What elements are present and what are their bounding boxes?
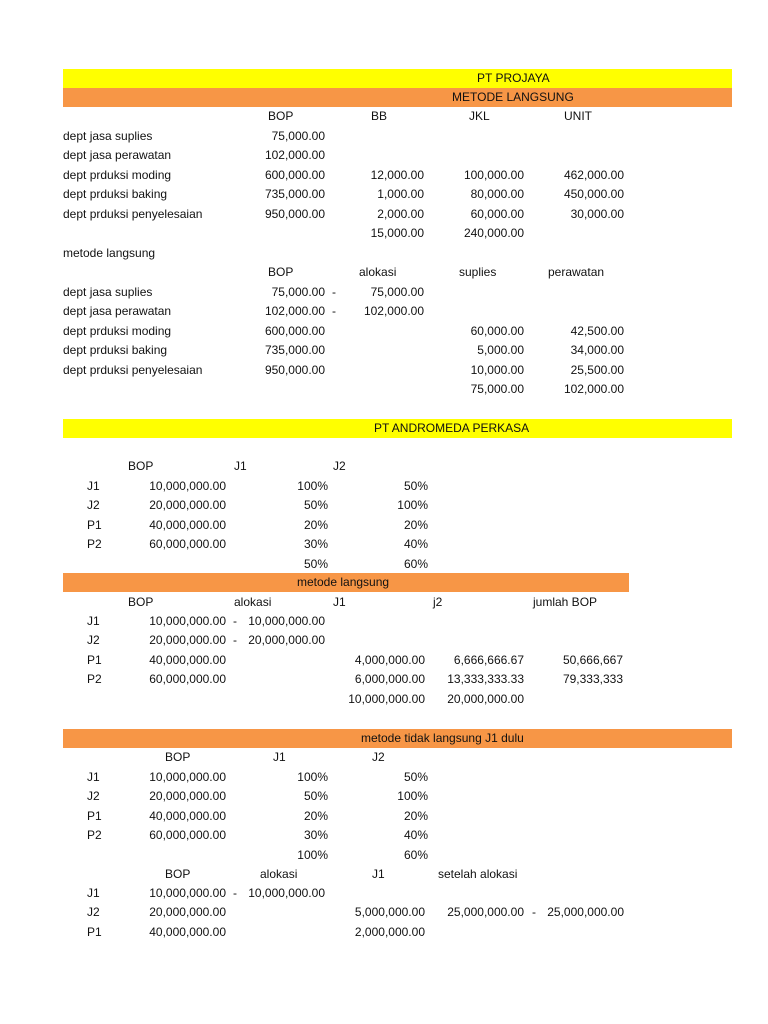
table-cell: 2,000.00	[377, 206, 424, 221]
table-row	[0, 205, 768, 224]
table-cell: 42,500.00	[570, 323, 624, 338]
table-cell: P1	[87, 924, 102, 939]
subtitle-band	[63, 88, 732, 107]
table-row	[0, 380, 768, 399]
table-cell: 50,666,667	[562, 652, 623, 667]
table-row	[0, 768, 768, 787]
table-cell: dept prduksi baking	[63, 343, 168, 358]
table-cell: dept prduksi penyelesaian	[63, 362, 203, 377]
table-cell: 34,000.00	[570, 343, 624, 358]
table-cell: dept jasa suplies	[63, 285, 153, 299]
table-cell: 240,000.00	[463, 226, 524, 240]
table-cell: 20%	[403, 517, 428, 532]
table-cell: 60,000,000.00	[149, 672, 226, 687]
table-row	[0, 477, 768, 496]
table-cell: 10,000,000.00	[248, 614, 325, 628]
table-cell: 40,000,000.00	[149, 808, 226, 823]
table-cell: 75,000.00	[370, 285, 424, 299]
table-cell: 10,000,000.00	[149, 886, 226, 900]
table-cell: J1	[87, 479, 100, 493]
col-header: J1	[273, 750, 286, 764]
table-cell: 20%	[303, 808, 328, 823]
table-cell: 50%	[303, 556, 328, 571]
table-cell: dept jasa perawatan	[63, 304, 172, 319]
table-row	[0, 322, 768, 341]
table-row	[0, 302, 768, 321]
table-cell: 60%	[403, 847, 428, 862]
table-cell: 950,000.00	[264, 206, 325, 221]
table-cell: -	[532, 905, 536, 920]
table-row	[0, 846, 768, 865]
table-row	[0, 127, 768, 146]
table-row	[0, 884, 768, 903]
table-header	[0, 748, 768, 767]
method-band	[63, 729, 732, 748]
table-row	[0, 224, 768, 243]
table-cell: 20,000,000.00	[248, 633, 325, 648]
table-cell: 20,000,000.00	[149, 633, 226, 648]
col-header: alokasi	[359, 265, 397, 279]
table-row	[0, 166, 768, 185]
col-header: UNIT	[564, 109, 592, 123]
table-cell: 20%	[403, 808, 428, 823]
table-cell: J2	[87, 789, 100, 804]
col-header: BOP	[165, 750, 191, 764]
title-band	[63, 419, 732, 438]
col-header: alokasi	[234, 595, 272, 609]
table-cell: 25,000,000.00	[547, 905, 624, 920]
table-cell: 60,000.00	[470, 206, 524, 221]
table-header	[0, 593, 768, 612]
table-header	[0, 457, 768, 476]
table-cell: 30%	[303, 828, 328, 843]
table-cell: 20%	[303, 517, 328, 532]
table-cell: dept jasa suplies	[63, 129, 153, 143]
table-row	[0, 612, 768, 631]
table-cell: dept prduksi moding	[63, 167, 172, 182]
table-cell: 10,000,000.00	[348, 691, 425, 706]
table-cell: 102,000.00	[264, 148, 325, 163]
method-title: metode langsung	[297, 575, 390, 589]
table-cell: 50%	[303, 498, 328, 513]
section-label-row	[0, 244, 768, 263]
table-row	[0, 690, 768, 709]
table-row	[0, 361, 768, 380]
col-header: perawatan	[548, 265, 605, 279]
table-row	[0, 923, 768, 942]
col-header: alokasi	[260, 867, 298, 881]
table-cell: dept jasa perawatan	[63, 148, 172, 163]
table-cell: 12,000.00	[370, 167, 424, 182]
table-cell: P2	[87, 672, 102, 687]
table-cell: 100%	[297, 479, 328, 493]
col-header: J2	[372, 750, 385, 764]
col-header: BOP	[128, 459, 154, 473]
table-cell: P1	[87, 808, 102, 823]
table-cell: 25,000,000.00	[447, 905, 524, 920]
table-cell: 4,000,000.00	[354, 652, 425, 667]
table-row	[0, 826, 768, 845]
table-cell: 950,000.00	[264, 362, 325, 377]
table-cell: 30%	[303, 537, 328, 552]
table-cell: 30,000.00	[570, 206, 624, 221]
col-header: J1	[333, 595, 346, 609]
table-cell: 50%	[403, 770, 428, 784]
table-cell: 50%	[403, 479, 428, 493]
table-cell: 15,000.00	[370, 226, 424, 240]
col-header: jumlah BOP	[533, 595, 598, 609]
table-cell: -	[332, 304, 336, 319]
table-cell: dept prduksi baking	[63, 187, 168, 202]
table-cell: 40,000,000.00	[149, 924, 226, 939]
table-header	[0, 263, 768, 282]
col-header: J1	[372, 867, 385, 881]
col-header: BB	[371, 109, 388, 123]
table-cell: 10,000,000.00	[248, 886, 325, 900]
table-cell: -	[233, 614, 237, 628]
table-row	[0, 631, 768, 650]
table-cell: 6,666,666.67	[453, 652, 524, 667]
table-cell: 102,000.00	[363, 304, 424, 319]
table-row	[0, 787, 768, 806]
table-cell: P1	[87, 652, 102, 667]
method-title: metode tidak langsung J1 dulu	[361, 731, 524, 745]
table-header	[0, 865, 768, 884]
table-row	[0, 341, 768, 360]
table-cell: J2	[87, 498, 100, 513]
table-cell: 100%	[297, 847, 328, 862]
table-cell: 20,000,000.00	[149, 789, 226, 804]
table-cell: 100%	[397, 498, 428, 513]
col-header: BOP	[268, 265, 294, 279]
table-row	[0, 651, 768, 670]
table-cell: J1	[87, 614, 100, 628]
table-cell: 100,000.00	[463, 167, 524, 182]
method-title: METODE LANGSUNG	[452, 90, 574, 104]
table-cell: 735,000.00	[264, 187, 325, 202]
col-header: J1	[234, 459, 247, 473]
table-row	[0, 903, 768, 922]
table-row	[0, 535, 768, 554]
table-cell: 10,000,000.00	[149, 770, 226, 784]
col-header: j2	[433, 595, 443, 609]
table-header	[0, 107, 768, 126]
table-row	[0, 496, 768, 515]
col-header: BOP	[268, 109, 294, 123]
table-cell: 10,000.00	[470, 362, 524, 377]
col-header: setelah alokasi	[438, 867, 518, 881]
table-cell: 60,000.00	[470, 323, 524, 338]
table-row	[0, 185, 768, 204]
table-cell: 60%	[403, 556, 428, 571]
table-cell: P2	[87, 537, 102, 552]
table-cell: 450,000.00	[563, 187, 624, 202]
table-cell: -	[233, 886, 237, 900]
table-cell: 102,000.00	[264, 304, 325, 319]
table-row	[0, 516, 768, 535]
table-cell: -	[332, 285, 336, 299]
title-band	[63, 69, 732, 88]
col-header: BOP	[165, 867, 191, 881]
table-row	[0, 807, 768, 826]
table-cell: 5,000.00	[477, 343, 524, 358]
table-cell: J1	[87, 770, 100, 784]
company-title: PT PROJAYA	[477, 71, 550, 85]
table-cell: 1,000.00	[377, 187, 424, 202]
table-cell: J2	[87, 905, 100, 920]
table-cell: P2	[87, 828, 102, 843]
col-header: J2	[333, 459, 346, 473]
table-cell: 75,000.00	[271, 129, 325, 143]
table-cell: 735,000.00	[264, 343, 325, 358]
col-header: BOP	[128, 595, 154, 609]
table-cell: 79,333,333	[562, 672, 623, 687]
table-cell: 25,500.00	[570, 362, 624, 377]
method-band	[63, 573, 629, 592]
table-row	[0, 670, 768, 689]
table-cell: 75,000.00	[271, 285, 325, 299]
table-cell: 462,000.00	[563, 167, 624, 182]
table-cell: 600,000.00	[264, 323, 325, 338]
table-row	[0, 146, 768, 165]
table-cell: 10,000,000.00	[149, 479, 226, 493]
table-cell: 40,000,000.00	[149, 652, 226, 667]
table-cell: dept prduksi penyelesaian	[63, 206, 203, 221]
table-row	[0, 283, 768, 302]
table-cell: 5,000,000.00	[354, 905, 425, 920]
table-cell: 20,000,000.00	[149, 905, 226, 920]
table-cell: 80,000.00	[470, 187, 524, 202]
table-cell: 75,000.00	[470, 382, 524, 396]
table-cell: 2,000,000.00	[354, 924, 425, 939]
company-title: PT ANDROMEDA PERKASA	[374, 421, 530, 435]
table-cell: 600,000.00	[264, 167, 325, 182]
table-cell: 100%	[297, 770, 328, 784]
table-cell: 13,333,333.33	[447, 672, 524, 687]
table-cell: 50%	[303, 789, 328, 804]
table-cell: 20,000,000.00	[447, 691, 524, 706]
table-cell: J1	[87, 886, 100, 900]
col-header: suplies	[459, 265, 497, 279]
table-cell: P1	[87, 517, 102, 532]
table-cell: 60,000,000.00	[149, 828, 226, 843]
table-cell: 40%	[403, 828, 428, 843]
section-label: metode langsung	[63, 246, 156, 260]
table-cell: 40,000,000.00	[149, 517, 226, 532]
table-cell: 20,000,000.00	[149, 498, 226, 513]
table-cell: dept prduksi moding	[63, 323, 172, 338]
table-cell: 102,000.00	[563, 382, 624, 396]
table-cell: J2	[87, 633, 100, 648]
table-cell: 6,000,000.00	[354, 672, 425, 687]
table-cell: 40%	[403, 537, 428, 552]
table-cell: 10,000,000.00	[149, 614, 226, 628]
table-row	[0, 555, 768, 574]
table-cell: 100%	[397, 789, 428, 804]
col-header: JKL	[469, 109, 490, 123]
table-cell: -	[233, 633, 237, 648]
table-cell: 60,000,000.00	[149, 537, 226, 552]
